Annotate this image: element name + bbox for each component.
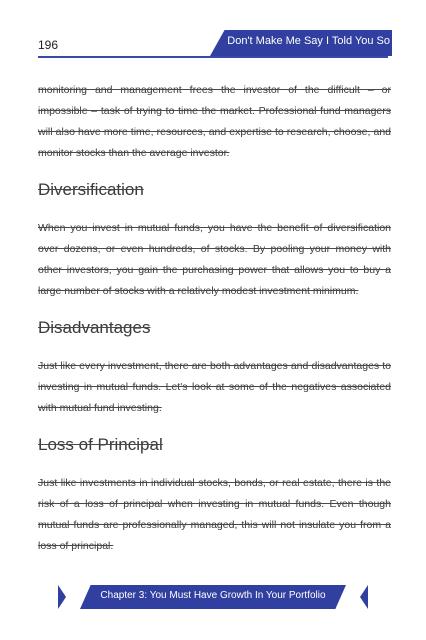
section-heading-loss-of-principal: Loss of Principal [38,435,163,454]
section-body-loss-of-principal: Just like investments in individual stocks, bonds, or real estate, there is the risk of a loss of principal when investing in mutual funds. Even though mutual funds are professionally managed, this will not insulate you from a loss of principal. [38,477,391,552]
page-header [0,0,426,60]
page-content [38,80,391,573]
section-heading-disadvantages: Disadvantages [38,318,151,337]
section-body-disadvantages: Just like every investment, there are both advantages and disadvantages to investing in mutual funds. Let's look at some of the negatives associated with mutual fund investing. [38,360,391,414]
header-divider [38,56,388,58]
next-page-arrow-icon[interactable] [360,585,368,609]
section-heading-diversification: Diversification [38,180,144,199]
page-number: 196 [38,38,59,52]
book-title: Don't Make Me Say I Told You So [227,35,390,47]
previous-page-arrow-icon[interactable] [58,585,66,609]
section-body-diversification: When you invest in mutual funds, you have the benefit of diversification over dozens, or even hundreds, of stocks. By pooling your money with other investors, you gain the purchasing power that allows you to buy a large number of stocks with a relatively modest investment minimum. [38,222,391,297]
chapter-title: Chapter 3: You Must Have Growth In Your Portfolio [100,590,326,601]
intro-paragraph: monitoring and management frees the investor of the difficult – or impossible – task of trying to time the market. Professional fund managers will also have more time, resources, and expertise to research, choose, and monitor stocks than the average investor. [38,84,391,159]
page-footer [0,585,426,609]
